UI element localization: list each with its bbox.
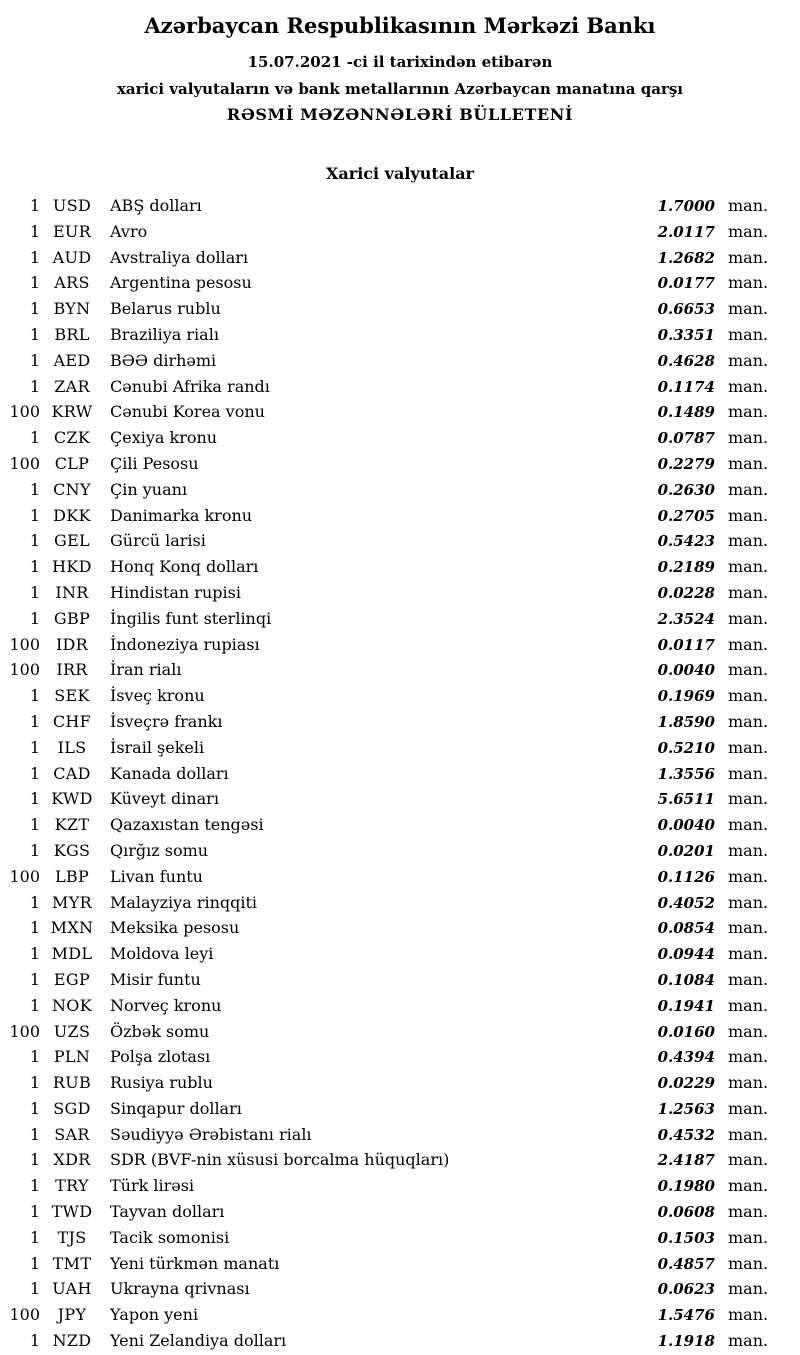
row-currency-code: HKD: [52, 557, 92, 577]
row-unit: man.: [728, 505, 769, 525]
row-currency-code: XDR: [53, 1150, 91, 1170]
row-currency-name: Çexiya kronu: [110, 428, 218, 448]
row-currency-code: CAD: [53, 763, 91, 783]
row-currency-name: Kanada dolları: [110, 763, 229, 783]
row-currency-code: BRL: [54, 324, 90, 344]
table-row: [0, 1044, 768, 1070]
row-rate: 0.1489: [657, 403, 715, 422]
row-rate: 0.0854: [657, 919, 715, 938]
table-row: [0, 1096, 768, 1122]
table-row: [0, 1328, 768, 1354]
row-nominal: 1: [29, 428, 40, 448]
table-row: [0, 915, 768, 941]
row-unit: man.: [728, 840, 769, 860]
row-nominal: 1: [29, 221, 40, 241]
row-currency-code: MDL: [51, 944, 93, 964]
row-rate: 1.2563: [657, 1099, 715, 1118]
row-currency-code: KGS: [53, 840, 91, 860]
row-unit: man.: [728, 582, 769, 602]
row-currency-name: Türk lirəsi: [110, 1176, 195, 1196]
row-currency-name: Ukrayna qrivnası: [110, 1279, 250, 1299]
row-currency-name: Tayvan dolları: [110, 1202, 225, 1222]
row-currency-code: EUR: [52, 221, 92, 241]
row-currency-code: TRY: [55, 1176, 89, 1196]
row-nominal: 1: [29, 324, 40, 344]
row-nominal: 1: [29, 1073, 40, 1093]
row-currency-name: Yeni Zelandiya dolları: [110, 1331, 287, 1351]
row-nominal: 1: [29, 299, 40, 319]
subtitle: xarici valyutaların və bank metallarının Azərbaycan manatına qarşı: [116, 80, 684, 98]
row-rate: 0.1941: [657, 996, 715, 1015]
row-currency-code: TWD: [51, 1202, 93, 1222]
row-currency-name: İngilis funt sterlinqi: [110, 608, 272, 628]
row-rate: 1.7000: [657, 197, 715, 215]
row-currency-name: ABŞ dolları: [110, 196, 202, 215]
row-unit: man.: [728, 479, 769, 499]
table-row: [0, 1173, 768, 1199]
row-currency-name: SDR (BVF-nin xüsusi borcalma hüquqları): [110, 1150, 450, 1170]
row-rate: 0.4532: [657, 1125, 715, 1144]
bulletin-header: [0, 0, 800, 124]
table-row: [0, 193, 768, 219]
row-unit: man.: [728, 1021, 769, 1041]
row-rate: 0.5210: [657, 738, 715, 757]
table-row: [0, 812, 768, 838]
table-row: [0, 838, 768, 864]
row-nominal: 1: [29, 918, 40, 938]
table-row: [0, 348, 768, 374]
row-unit: man.: [728, 1331, 769, 1351]
row-unit: man.: [728, 1073, 769, 1093]
row-rate: 0.0608: [657, 1203, 715, 1222]
row-nominal: 1: [29, 763, 40, 783]
row-currency-code: SGD: [53, 1098, 91, 1118]
row-rate: 0.0229: [657, 1074, 715, 1093]
row-currency-name: Cənubi Korea vonu: [110, 402, 265, 422]
row-rate: 0.0944: [657, 945, 715, 964]
table-row: [0, 1276, 768, 1302]
row-currency-code: LBP: [54, 866, 90, 886]
row-rate: 0.1126: [657, 867, 715, 886]
row-currency-code: SEK: [54, 686, 90, 706]
row-nominal: 1: [29, 273, 40, 293]
table-row: [0, 554, 768, 580]
row-unit: man.: [728, 763, 769, 783]
row-currency-name: Çili Pesosu: [110, 453, 199, 473]
row-nominal: 1: [29, 944, 40, 964]
row-rate: 0.4857: [657, 1254, 715, 1273]
row-currency-name: Gürcü larisi: [110, 531, 206, 551]
row-nominal: 1: [29, 1202, 40, 1222]
row-nominal: 1: [29, 505, 40, 525]
row-nominal: 1: [29, 1047, 40, 1067]
row-rate: 0.0787: [657, 429, 715, 448]
row-currency-code: TJS: [57, 1227, 87, 1247]
row-currency-code: UAH: [52, 1279, 92, 1299]
row-rate: 1.1918: [657, 1332, 715, 1351]
bulletin-title: RƏSMİ MƏZƏNNƏLƏRİ BÜLLETENİ: [226, 105, 574, 124]
row-unit: man.: [728, 944, 769, 964]
row-currency-code: EGP: [53, 969, 91, 989]
row-nominal: 1: [29, 582, 40, 602]
row-currency-code: KWD: [51, 789, 93, 809]
table-row: [0, 1225, 768, 1251]
row-nominal: 1: [29, 1124, 40, 1144]
row-unit: man.: [728, 1305, 769, 1325]
row-nominal: 1: [29, 196, 40, 215]
row-rate: 0.0117: [657, 635, 715, 654]
row-nominal: 1: [29, 711, 40, 731]
row-currency-code: TMT: [52, 1253, 92, 1273]
row-currency-name: Rusiya rublu: [110, 1073, 213, 1093]
row-rate: 2.3524: [657, 609, 715, 628]
row-nominal: 1: [29, 1176, 40, 1196]
table-row: [0, 993, 768, 1019]
row-currency-code: USD: [52, 196, 92, 215]
row-currency-code: GEL: [54, 531, 90, 551]
row-currency-code: KZT: [54, 815, 90, 835]
row-nominal: 1: [29, 815, 40, 835]
row-currency-code: MYR: [52, 892, 92, 912]
row-nominal: 1: [29, 1150, 40, 1170]
row-currency-code: UZS: [53, 1021, 91, 1041]
table-row: [0, 219, 768, 245]
row-unit: man.: [728, 350, 769, 370]
row-rate: 0.1980: [657, 1177, 715, 1196]
row-rate: 0.4394: [657, 1048, 715, 1067]
row-currency-name: Çin yuanı: [110, 479, 188, 499]
row-currency-name: Avro: [110, 221, 148, 241]
table-row: [0, 296, 768, 322]
row-unit: man.: [728, 1227, 769, 1247]
table-row: [0, 451, 768, 477]
row-unit: man.: [728, 737, 769, 757]
row-currency-code: DKK: [53, 505, 91, 525]
table-row: [0, 709, 768, 735]
table-row: [0, 735, 768, 761]
row-unit: man.: [728, 1098, 769, 1118]
table-row: [0, 606, 768, 632]
row-rate: 5.6511: [657, 790, 715, 809]
row-nominal: 100: [9, 402, 40, 422]
row-nominal: 1: [29, 531, 40, 551]
row-currency-code: IRR: [56, 660, 88, 680]
row-currency-code: GBP: [53, 608, 91, 628]
row-unit: man.: [728, 402, 769, 422]
row-nominal: 1: [29, 350, 40, 370]
row-currency-name: Braziliya rialı: [110, 324, 219, 344]
table-row: [0, 580, 768, 606]
table-row: [0, 1122, 768, 1148]
row-unit: man.: [728, 1253, 769, 1273]
row-currency-code: NOK: [52, 995, 92, 1015]
row-rate: 0.2189: [657, 558, 715, 577]
row-currency-name: Malayziya rinqqiti: [110, 892, 258, 912]
row-unit: man.: [728, 608, 769, 628]
row-unit: man.: [728, 1202, 769, 1222]
table-row: [0, 1147, 768, 1173]
row-currency-name: Sinqapur dolları: [110, 1098, 242, 1118]
row-nominal: 1: [29, 686, 40, 706]
row-currency-code: NZD: [52, 1331, 92, 1351]
row-currency-name: İsveç kronu: [110, 686, 205, 706]
table-row: [0, 503, 768, 529]
row-nominal: 1: [29, 1098, 40, 1118]
table-row: [0, 632, 768, 658]
row-unit: man.: [728, 660, 769, 680]
row-currency-name: Səudiyyə Ərəbistanı rialı: [110, 1124, 312, 1144]
row-currency-code: CLP: [54, 453, 90, 473]
row-nominal: 100: [9, 660, 40, 680]
row-rate: 0.1084: [657, 970, 715, 989]
row-currency-name: İran rialı: [110, 660, 182, 680]
table-row: [0, 657, 768, 683]
row-rate: 0.2630: [657, 480, 715, 499]
row-nominal: 100: [9, 1021, 40, 1041]
table-row: [0, 1251, 768, 1277]
row-nominal: 1: [29, 892, 40, 912]
row-nominal: 1: [29, 737, 40, 757]
row-currency-code: CNY: [53, 479, 91, 499]
row-nominal: 1: [29, 995, 40, 1015]
table-row: [0, 1302, 768, 1328]
row-rate: 0.4052: [657, 893, 715, 912]
row-currency-name: Moldova leyi: [110, 944, 214, 964]
table-row: [0, 425, 768, 451]
row-currency-code: SAR: [54, 1124, 90, 1144]
row-currency-code: ARS: [54, 273, 90, 293]
row-currency-name: BƏƏ dirhəmi: [110, 350, 217, 370]
table-row: [0, 1019, 768, 1045]
row-unit: man.: [728, 686, 769, 706]
row-unit: man.: [728, 634, 769, 654]
table-row: [0, 1199, 768, 1225]
row-currency-name: Meksika pesosu: [110, 918, 240, 938]
row-rate: 0.2705: [657, 506, 715, 525]
row-currency-name: Özbək somu: [110, 1021, 210, 1041]
row-unit: man.: [728, 866, 769, 886]
row-rate: 0.0228: [657, 583, 715, 602]
row-unit: man.: [728, 196, 769, 215]
row-unit: man.: [728, 1279, 769, 1299]
row-currency-name: Qazaxıstan tengəsi: [110, 815, 264, 835]
row-currency-name: İsrail şekeli: [110, 737, 205, 757]
table-row: [0, 941, 768, 967]
row-nominal: 1: [29, 1227, 40, 1247]
row-currency-name: Cənubi Afrika randı: [110, 376, 270, 396]
row-unit: man.: [728, 299, 769, 319]
row-nominal: 1: [29, 376, 40, 396]
row-nominal: 100: [9, 634, 40, 654]
row-currency-code: INR: [55, 582, 89, 602]
row-rate: 1.2682: [657, 248, 715, 267]
row-rate: 0.0040: [657, 816, 715, 835]
row-unit: man.: [728, 815, 769, 835]
row-unit: man.: [728, 918, 769, 938]
row-currency-name: Yapon yeni: [110, 1305, 199, 1325]
row-currency-code: AED: [53, 350, 91, 370]
table-row: [0, 477, 768, 503]
row-unit: man.: [728, 995, 769, 1015]
row-currency-name: Polşa zlotası: [110, 1047, 211, 1067]
row-nominal: 1: [29, 1331, 40, 1351]
row-currency-name: İndoneziya rupiası: [110, 634, 260, 654]
row-unit: man.: [728, 892, 769, 912]
row-unit: man.: [728, 1176, 769, 1196]
row-nominal: 1: [29, 557, 40, 577]
row-currency-code: ZAR: [54, 376, 90, 396]
row-nominal: 1: [29, 608, 40, 628]
row-currency-code: JPY: [57, 1305, 87, 1325]
row-rate: 1.8590: [657, 712, 715, 731]
row-currency-name: Danimarka kronu: [110, 505, 253, 525]
table-row: [0, 786, 768, 812]
row-rate: 1.5476: [657, 1306, 715, 1325]
row-rate: 2.4187: [657, 1151, 715, 1170]
row-unit: man.: [728, 711, 769, 731]
row-currency-name: Avstraliya dolları: [110, 247, 249, 267]
row-currency-code: CZK: [53, 428, 91, 448]
row-currency-name: İsveçrə frankı: [110, 711, 223, 731]
row-currency-code: BYN: [53, 299, 91, 319]
row-unit: man.: [728, 324, 769, 344]
row-currency-name: Tacik somonisi: [110, 1227, 230, 1247]
row-rate: 0.1174: [657, 377, 715, 396]
row-currency-code: AUD: [52, 247, 92, 267]
table-row: [0, 245, 768, 271]
row-unit: man.: [728, 789, 769, 809]
row-unit: man.: [728, 969, 769, 989]
row-currency-code: MXN: [50, 918, 94, 938]
row-currency-code: IDR: [55, 634, 89, 654]
row-nominal: 100: [9, 866, 40, 886]
table-row: [0, 864, 768, 890]
row-rate: 0.0201: [657, 841, 715, 860]
row-currency-name: Küveyt dinarı: [110, 789, 219, 809]
table-row: [0, 683, 768, 709]
row-currency-name: Livan funtu: [110, 866, 203, 886]
table-row: [0, 270, 768, 296]
table-row: [0, 890, 768, 916]
table-row: [0, 399, 768, 425]
row-nominal: 100: [9, 453, 40, 473]
row-unit: man.: [728, 1047, 769, 1067]
row-nominal: 1: [29, 1253, 40, 1273]
row-rate: 0.3351: [657, 325, 715, 344]
row-nominal: 1: [29, 247, 40, 267]
table-row: [0, 322, 768, 348]
row-rate: 0.0160: [657, 1022, 715, 1041]
row-currency-name: Norveç kronu: [110, 995, 222, 1015]
table-row: [0, 1070, 768, 1096]
currency-table: [0, 193, 768, 1354]
table-row: [0, 967, 768, 993]
row-nominal: 1: [29, 969, 40, 989]
row-currency-code: KRW: [51, 402, 93, 422]
row-unit: man.: [728, 453, 769, 473]
row-rate: 0.6653: [657, 300, 715, 319]
row-currency-name: Argentina pesosu: [110, 273, 252, 293]
row-unit: man.: [728, 1150, 769, 1170]
row-unit: man.: [728, 221, 769, 241]
row-rate: 0.5423: [657, 532, 715, 551]
row-currency-name: Qırğız somu: [110, 840, 209, 860]
section-title: Xarici valyutalar: [326, 164, 474, 183]
table-row: [0, 761, 768, 787]
date-line: 15.07.2021 -ci il tarixindən etibarən: [247, 53, 553, 71]
row-currency-name: Misir funtu: [110, 969, 201, 989]
row-unit: man.: [728, 531, 769, 551]
table-row: [0, 374, 768, 400]
row-rate: 0.0040: [657, 661, 715, 680]
row-currency-code: CHF: [52, 711, 92, 731]
row-nominal: 1: [29, 479, 40, 499]
row-nominal: 1: [29, 1279, 40, 1299]
row-unit: man.: [728, 376, 769, 396]
row-rate: 0.1503: [657, 1228, 715, 1247]
row-nominal: 100: [9, 1305, 40, 1325]
row-nominal: 1: [29, 789, 40, 809]
page-title: Azərbaycan Respublikasının Mərkəzi Bankı: [144, 13, 656, 38]
table-row: [0, 528, 768, 554]
row-rate: 0.0177: [657, 274, 715, 293]
row-unit: man.: [728, 1124, 769, 1144]
row-unit: man.: [728, 273, 769, 293]
row-rate: 2.0117: [657, 222, 715, 241]
row-currency-name: Hindistan rupisi: [110, 582, 241, 602]
row-unit: man.: [728, 247, 769, 267]
row-unit: man.: [728, 557, 769, 577]
row-rate: 0.1969: [657, 687, 715, 706]
row-currency-name: Yeni türkmən manatı: [110, 1253, 280, 1273]
row-currency-code: ILS: [57, 737, 87, 757]
row-currency-name: Honq Konq dolları: [110, 557, 259, 577]
row-currency-code: PLN: [53, 1047, 91, 1067]
row-unit: man.: [728, 428, 769, 448]
row-rate: 0.4628: [657, 351, 715, 370]
row-rate: 0.0623: [657, 1280, 715, 1299]
row-currency-code: RUB: [52, 1073, 92, 1093]
row-rate: 0.2279: [657, 454, 715, 473]
row-rate: 1.3556: [657, 764, 715, 783]
row-nominal: 1: [29, 840, 40, 860]
row-currency-name: Belarus rublu: [110, 299, 221, 319]
